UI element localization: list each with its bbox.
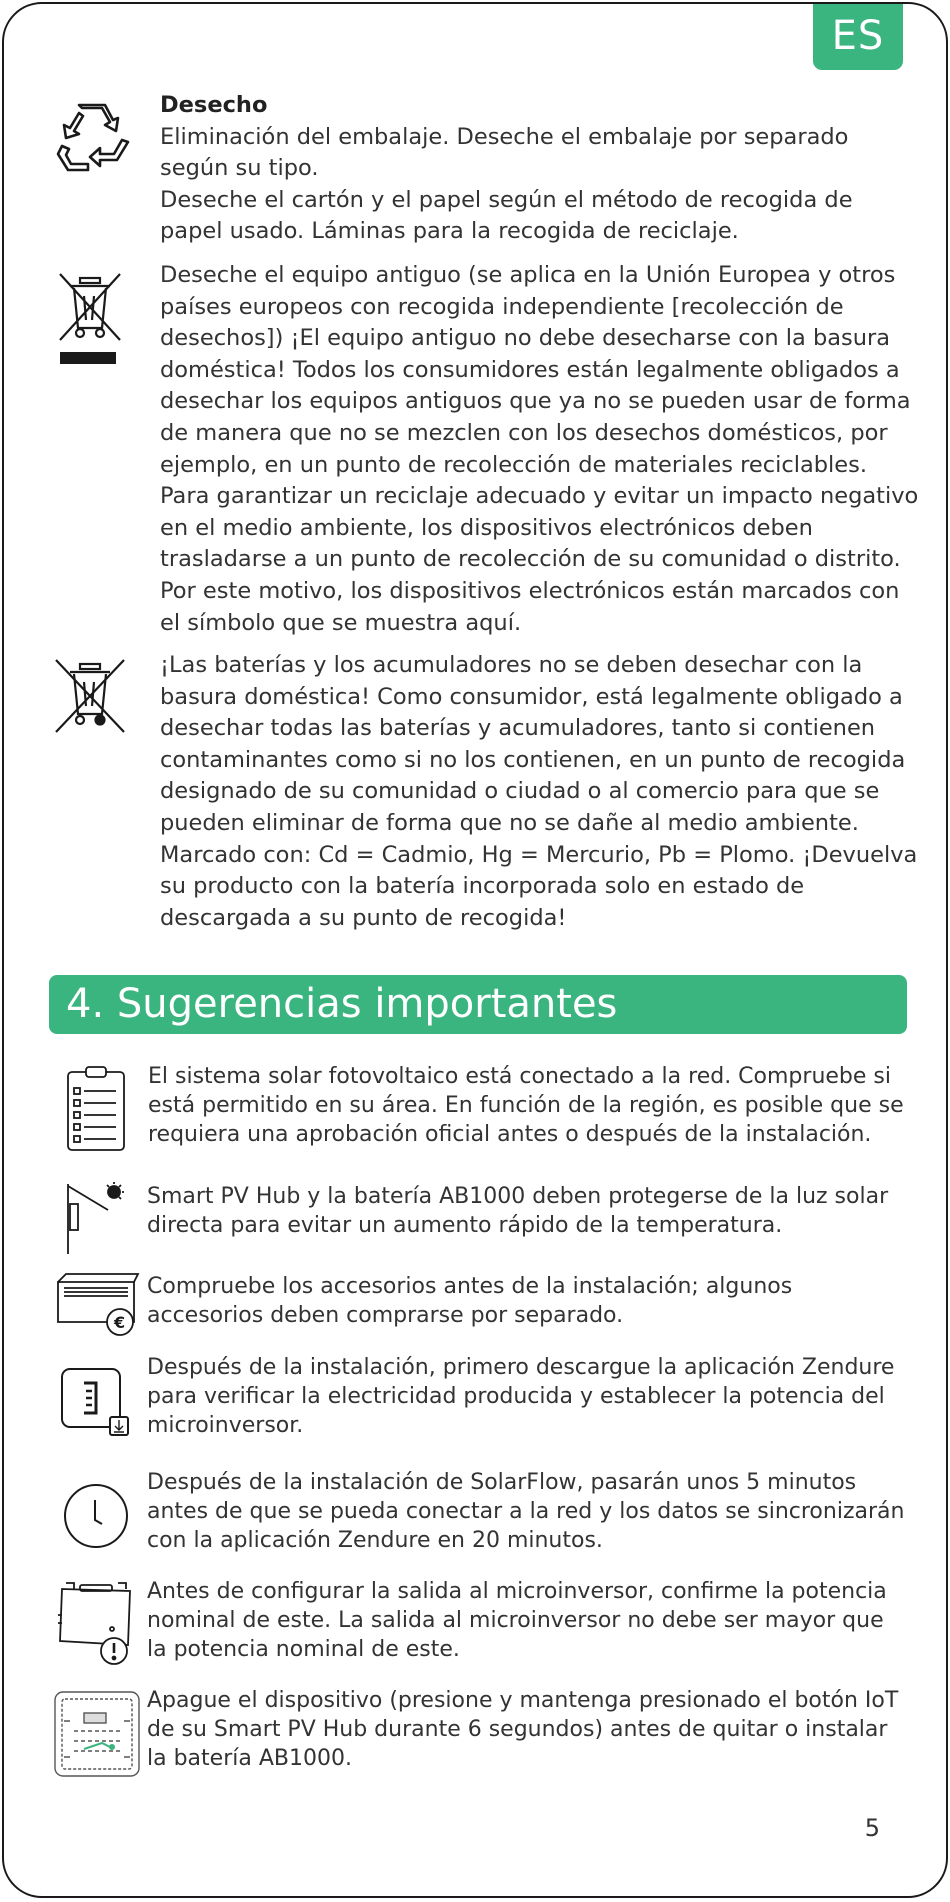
battery-text-1: ¡Las baterías y los acumuladores no se deben desechar con la basura doméstica! Como consumidor, está legalmente obligado a desechar todas las baterías y acumuladores, tanto si contienen contaminantes como si no los contienen, en un punto de recogida designado de su comunidad o ciudad o al comercio para que se pueden eliminar de forma que no se dañe al medio ambiente.	[160, 652, 906, 836]
crossed-bin-icon	[56, 270, 124, 370]
svg-text:€: €	[114, 1313, 126, 1332]
equipment-text-2: Para garantizar un reciclaje adecuado y evitar un impacto negativo en el medio ambiente, los dispositivos electrónicos deben trasladarse a un punto de recolección de su comunidad o distrito. Por este motivo, los dispositivos electrónicos están marcados con el símbolo que se muestra aquí.	[160, 483, 919, 636]
packaging-text-1: Eliminación del embalaje. Deseche el embalaje por separado según su tipo.	[160, 123, 849, 182]
tip-text-power-off: Apague el dispositivo (presione y mantenga presionado el botón IoT de su Smart PV Hub durante 6 segundos) antes de quitar o instalar la batería AB1000.	[147, 1688, 899, 1771]
recycle-icon	[52, 100, 132, 176]
app-download-icon	[60, 1367, 132, 1439]
tip-text-sync-time: Después de la instalación de SolarFlow, pasarán unos 5 minutos antes de que se pueda conectar a la red y los datos se sincronizarán con la aplicación Zendure en 20 minutos.	[147, 1470, 905, 1553]
crossed-bin-battery-icon	[52, 658, 128, 736]
microinverter-warning-icon	[56, 1579, 136, 1665]
battery-text-2: Marcado con: Cd = Cadmio, Hg = Mercurio, Pb = Plomo. ¡Devuelva su producto con la batería incorporada solo en estado de descargada a su punto de recogida!	[160, 841, 918, 931]
tip-text-microinverter: Antes de configurar la salida al microinversor, confirme la potencia nominal de este. La salida al microinversor no debe ser mayor que la potencia nominal de este.	[147, 1579, 887, 1662]
packaging-heading: Desecho	[160, 92, 268, 118]
packaging-text-2: Deseche el cartón y el papel según el método de recogida de papel usado. Láminas para la recogida de reciclaje.	[160, 186, 853, 245]
tip-text-accessories: Compruebe los accesorios antes de la instalación; algunos accesorios deben comprarse por separado.	[147, 1274, 793, 1328]
clock-icon	[62, 1482, 130, 1550]
accessories-box-euro-icon	[54, 1272, 140, 1338]
language-badge: ES	[813, 4, 903, 70]
manual-page	[2, 2, 948, 1898]
page-number: 5	[864, 1814, 880, 1842]
tip-text-app: Después de la instalación, primero descargue la aplicación Zendure para verificar la electricidad producida y establecer la potencia del microinversor.	[147, 1355, 895, 1438]
equipment-text-1: Deseche el equipo antiguo (se aplica en la Unión Europea y otros países europeos con recogida independiente [recolección de desechos]) ¡El equipo antiguo no debe desecharse con la basura doméstica! Todos los consumidores están legalmente obligados a desechar los equipos antiguos que ya no se pueden usar de forma de manera que no se mezclen con los desechos domésticos, por ejemplo, en un punto de recolección de materiales reciclables.	[160, 262, 911, 478]
tip-text-sun-protection: Smart PV Hub y la batería AB1000 deben protegerse de la luz solar directa para evitar un aumento rápido de la temperatura.	[147, 1184, 889, 1238]
sun-shade-icon	[64, 1182, 126, 1256]
device-power-button-icon	[54, 1691, 140, 1777]
checklist-icon	[66, 1066, 126, 1152]
section-heading-banner: 4. Sugerencias importantes	[49, 975, 907, 1034]
tip-text-grid-connection: El sistema solar fotovoltaico está conectado a la red. Compruebe si está permitido en su área. En función de la región, es posible que se requiera una aprobación oficial antes o después de la instalación.	[148, 1064, 904, 1147]
